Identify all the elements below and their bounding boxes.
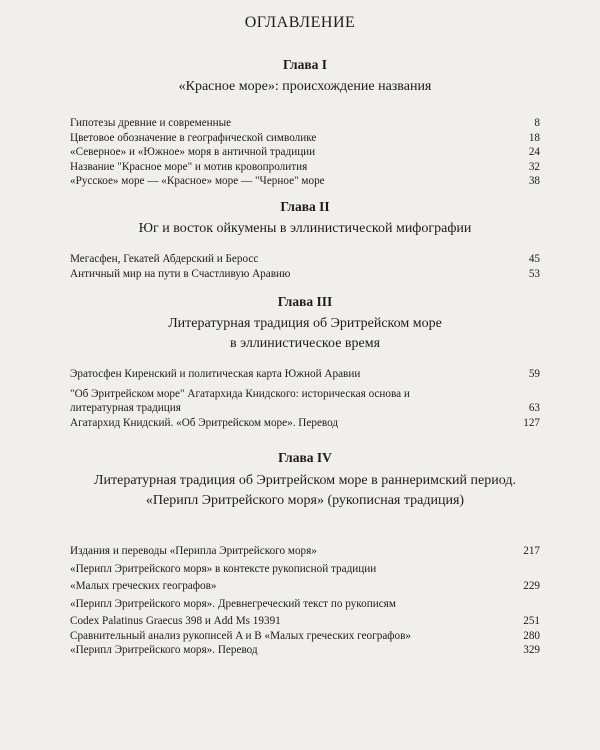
entry-title: Гипотезы древние и современные <box>70 117 232 129</box>
entry-title: литературная традиция <box>70 402 181 414</box>
toc-entry[interactable] <box>70 597 540 612</box>
entry-page: 38 <box>528 175 540 187</box>
entry-title: Издания и переводы «Перипла Эритрейского моря» <box>70 545 317 557</box>
toc-entry[interactable] <box>70 116 540 131</box>
entry-page: 8 <box>534 117 540 129</box>
chapter-heading: Глава II <box>280 199 330 214</box>
toc-entry[interactable] <box>70 643 540 658</box>
toc-entry[interactable] <box>70 401 540 416</box>
entry-list <box>70 252 540 281</box>
chapter-heading: Глава III <box>277 294 333 309</box>
entry-page: 229 <box>523 580 540 592</box>
chapter-subtitle: Литературная традиция об Эритрейском море в раннеримский период. <box>94 473 516 488</box>
entry-title: Мегасфен, Гекатей Абдерский и Беросс <box>70 253 259 265</box>
chapter-subtitle: в эллинистическое время <box>229 336 381 351</box>
entry-title: «Малых греческих географов» <box>70 580 217 592</box>
entry-title: «Перипл Эритрейского моря». Перевод <box>70 644 258 656</box>
chapter-heading: Глава I <box>282 57 328 72</box>
chapter-subtitle: Литературная традиция об Эритрейском море <box>168 316 442 331</box>
entry-list <box>70 544 540 658</box>
entry-title: Цветовое обозначение в географической символике <box>70 131 317 144</box>
entry-page: 329 <box>523 644 540 656</box>
toc-entry[interactable] <box>70 131 540 146</box>
toc-entry[interactable] <box>70 579 540 594</box>
chapter-1 <box>70 56 540 189</box>
entry-page: 18 <box>528 131 540 144</box>
entry-page: 127 <box>523 416 540 429</box>
entry-title: Codex Palatinus Graecus 398 и Add Ms 19391 <box>70 615 281 627</box>
chapter-2 <box>70 198 540 281</box>
toc-entry[interactable] <box>70 267 540 282</box>
toc-entry[interactable] <box>70 387 540 402</box>
chapter-subtitle: «Перипл Эритрейского моря» (рукописная традиция) <box>145 493 465 508</box>
toc-entry[interactable] <box>70 252 540 267</box>
toc-entry[interactable] <box>70 174 540 189</box>
toc-title: ОГЛАВЛЕНИЕ <box>244 14 356 31</box>
toc-entry[interactable] <box>70 416 540 431</box>
chapter-heading: Глава IV <box>278 450 332 465</box>
entry-title: Название "Красное море" и мотив кровопролития <box>70 160 308 173</box>
entry-list <box>70 367 540 430</box>
entry-page: 63 <box>528 402 540 414</box>
entry-title: "Об Эритрейском море" Агатархида Книдского: историческая основа и <box>70 387 410 400</box>
entry-page: 24 <box>528 146 540 158</box>
entry-page: 32 <box>528 160 540 173</box>
entry-page: 53 <box>528 267 540 280</box>
entry-page: 251 <box>523 615 540 627</box>
entry-title: «Перипл Эритрейского моря». Древнегреческий текст по рукописям <box>70 597 396 610</box>
entry-list <box>70 116 540 189</box>
toc-entry[interactable] <box>70 562 540 577</box>
entry-page: 217 <box>523 545 540 557</box>
entry-title: «Русское» море — «Красное» море — "Черное" море <box>70 175 325 187</box>
entry-title: Античный мир на пути в Счастливую Аравию <box>70 267 291 280</box>
chapter-subtitle: «Красное море»: происхождение названия <box>178 79 432 94</box>
chapter-3 <box>70 293 540 430</box>
toc-entry[interactable] <box>70 145 540 160</box>
toc-entry[interactable] <box>70 544 540 559</box>
chapter-subtitle: Юг и восток ойкумены в эллинистической мифографии <box>138 221 472 236</box>
entry-page: 45 <box>528 253 540 265</box>
entry-page: 59 <box>528 368 540 380</box>
toc-entry[interactable] <box>70 160 540 175</box>
toc-entry[interactable] <box>70 367 540 382</box>
entry-title: Сравнительный анализ рукописей A и B «Малых греческих географов» <box>70 629 412 642</box>
entry-title: Агатархид Книдский. «Об Эритрейском море». Перевод <box>70 416 339 429</box>
entry-title: «Северное» и «Южное» моря в античной традиции <box>70 146 316 158</box>
toc-entry[interactable] <box>70 614 540 629</box>
toc-entry[interactable] <box>70 629 540 644</box>
entry-page: 280 <box>523 629 540 642</box>
entry-title: «Перипл Эритрейского моря» в контексте рукописной традиции <box>70 562 377 575</box>
entry-title: Эратосфен Киренский и политическая карта Южной Аравии <box>70 368 361 380</box>
chapter-4 <box>70 449 540 658</box>
